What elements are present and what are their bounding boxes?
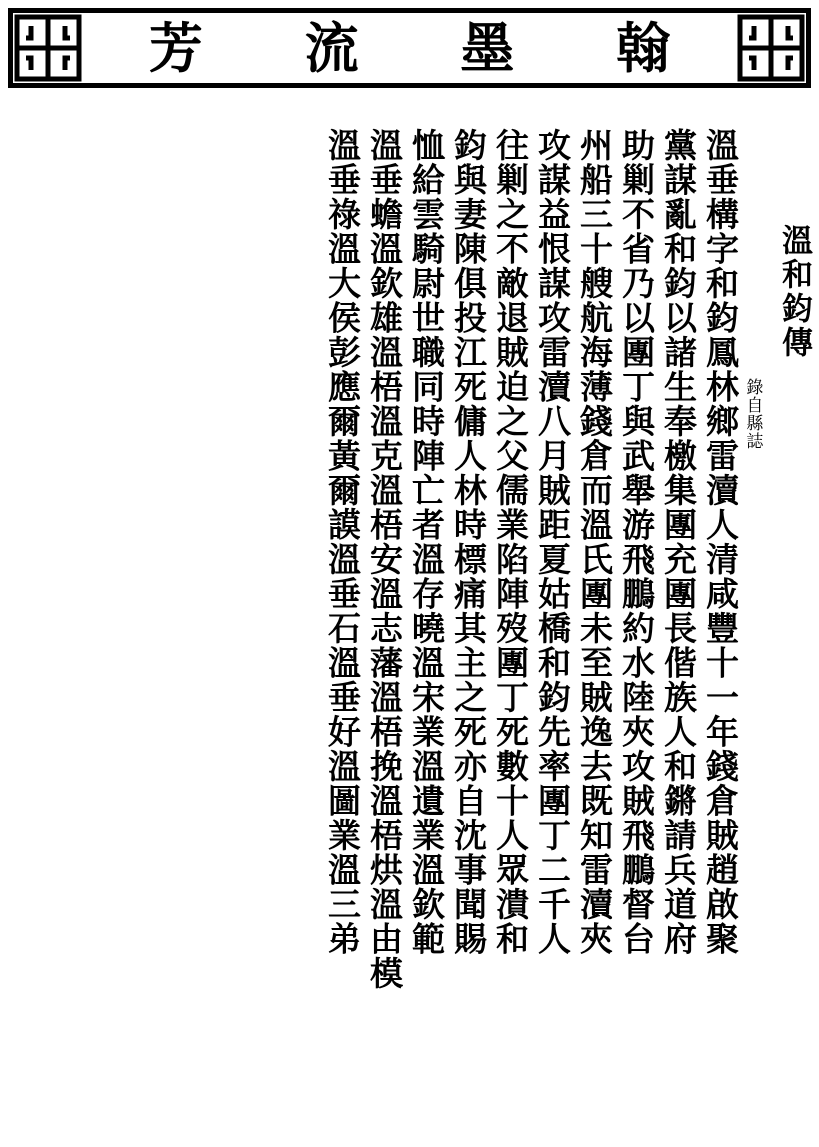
banner-title-char-1: 芳 — [148, 16, 203, 80]
document-source-note: 錄自縣誌 — [742, 378, 763, 450]
banner-title-char-2: 流 — [304, 16, 359, 80]
document-title: 溫和鈞傳 — [776, 224, 812, 360]
text-column-1: 溫垂構字和鈞鳳林鄉雷瀆人清咸豐十一年錢倉賊趙啟聚 — [701, 128, 740, 956]
text-column-6: 往剿之不敵退賊迫之父儒業陷陣歿團丁死數十人眾潰和 — [491, 128, 530, 956]
banner-title-char-4: 翰 — [616, 16, 671, 80]
text-column-7: 鈞與妻陳俱投江死傭人林時標痛其主之死亦自沈事聞賜 — [449, 128, 488, 956]
text-column-10: 溫垂祿溫大侯彭應爾黃爾謨溫垂石溫垂好溫圖業溫三弟 — [323, 128, 362, 956]
lattice-ornament-icon-right — [737, 14, 805, 82]
text-column-4: 州船三十艘航海薄錢倉而溫氏團未至賊逸去既知雷瀆夾 — [575, 128, 614, 956]
page-header-banner — [8, 8, 811, 88]
text-column-5: 攻謀益恨謀攻雷瀆八月賊距夏姑橋和鈞先率團丁二千人 — [533, 128, 572, 956]
document-body — [10, 128, 812, 1138]
text-column-2: 黨謀亂和鈞以諸生奉檄集團充團長偕族人和鏘請兵道府 — [659, 128, 698, 956]
banner-title — [98, 8, 721, 88]
text-column-8: 恤給雲騎尉世職同時陣亡者溫存曉溫宋業溫遺業溫欽範 — [407, 128, 446, 956]
document-title-column — [737, 128, 812, 1124]
text-column-3: 助剿不省乃以團丁與武舉游飛鵬約水陸夾攻賊飛鵬督台 — [617, 128, 656, 956]
banner-title-char-3: 墨 — [460, 16, 515, 80]
lattice-ornament-icon-left — [14, 14, 82, 82]
text-column-9: 溫垂蟾溫欽雄溫梧溫克溫梧安溫志藩溫梧挽溫梧烘溫由模 — [365, 128, 404, 991]
